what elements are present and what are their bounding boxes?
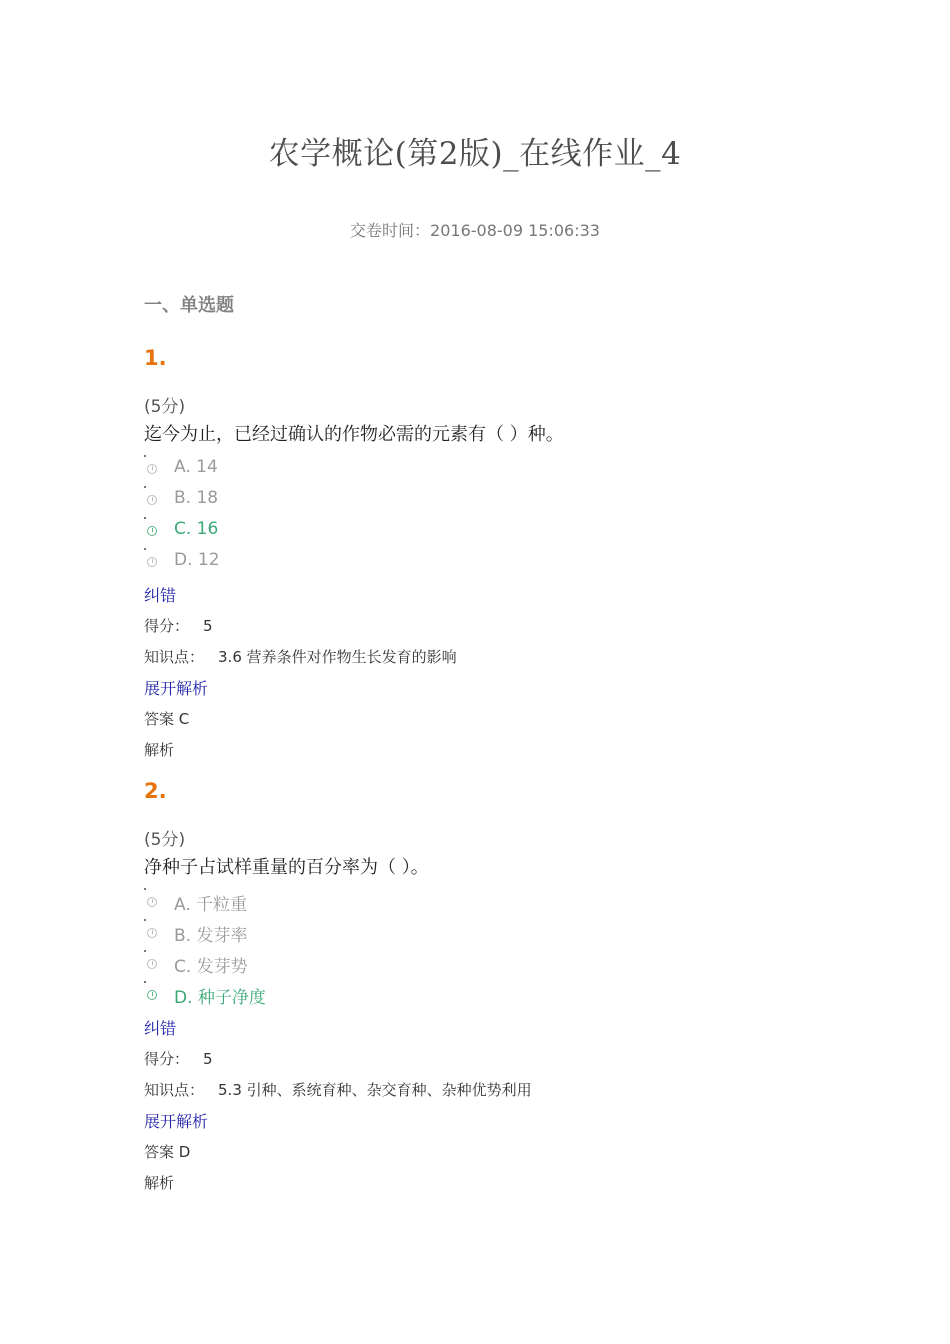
option-label: C. 16 bbox=[174, 519, 219, 539]
bullet-dot-icon bbox=[144, 517, 146, 519]
report-error-link[interactable]: 纠错 bbox=[144, 586, 177, 605]
radio-icon[interactable] bbox=[147, 897, 157, 907]
radio-icon[interactable] bbox=[147, 959, 157, 969]
question-number: 1. bbox=[144, 346, 167, 370]
question-text: 迄今为止，已经过确认的作物必需的元素有（ ）种。 bbox=[144, 424, 564, 445]
knowledge-label: 知识点： bbox=[144, 1081, 205, 1099]
option-label: C. 发芽势 bbox=[174, 957, 248, 977]
bullet-dot-icon bbox=[144, 486, 146, 488]
bullet-dot-icon bbox=[144, 950, 146, 952]
score-label: 得分： bbox=[144, 1050, 190, 1068]
bullet-dot-icon bbox=[144, 919, 146, 921]
answer-text: 答案 D bbox=[144, 1143, 191, 1161]
question-number: 2. bbox=[144, 779, 167, 803]
radio-icon[interactable] bbox=[147, 526, 157, 536]
knowledge-label: 知识点： bbox=[144, 648, 205, 666]
bullet-dot-icon bbox=[144, 548, 146, 550]
expand-analysis-link[interactable]: 展开解析 bbox=[144, 1112, 209, 1131]
knowledge-row bbox=[144, 646, 457, 667]
answer-text: 答案 C bbox=[144, 710, 190, 728]
score-row bbox=[144, 1048, 213, 1069]
question-text: 净种子占试样重量的百分率为（ ）。 bbox=[144, 857, 429, 878]
bullet-dot-icon bbox=[144, 888, 146, 890]
expand-analysis-link[interactable]: 展开解析 bbox=[144, 679, 209, 698]
option-label: A. 14 bbox=[174, 457, 218, 477]
option-label: A. 千粒重 bbox=[174, 895, 248, 915]
score-row bbox=[144, 615, 213, 636]
radio-icon[interactable] bbox=[147, 495, 157, 505]
question-points: (5分) bbox=[144, 830, 186, 850]
knowledge-value: 3.6 营养条件对作物生长发育的影响 bbox=[218, 648, 457, 666]
page-title: 农学概论(第2版)_在线作业_4 bbox=[268, 136, 682, 172]
option-label: B. 发芽率 bbox=[174, 926, 248, 946]
bullet-dot-icon bbox=[144, 455, 146, 457]
knowledge-row bbox=[144, 1079, 532, 1100]
radio-icon[interactable] bbox=[147, 557, 157, 567]
bullet-dot-icon bbox=[144, 981, 146, 983]
analysis-label: 解析 bbox=[144, 741, 175, 759]
radio-icon[interactable] bbox=[147, 928, 157, 938]
submit-time: 交卷时间：2016-08-09 15:06:33 bbox=[350, 221, 600, 240]
knowledge-value: 5.3 引种、系统育种、杂交育种、杂种优势利用 bbox=[218, 1081, 532, 1099]
option-label: D. 12 bbox=[174, 550, 220, 570]
score-label: 得分： bbox=[144, 617, 190, 635]
section-heading: 一、单选题 bbox=[144, 295, 234, 316]
radio-icon[interactable] bbox=[147, 464, 157, 474]
radio-icon[interactable] bbox=[147, 990, 157, 1000]
score-value: 5 bbox=[203, 1050, 213, 1068]
option-label: D. 种子净度 bbox=[174, 988, 266, 1008]
report-error-link[interactable]: 纠错 bbox=[144, 1019, 177, 1038]
score-value: 5 bbox=[203, 617, 213, 635]
analysis-label: 解析 bbox=[144, 1174, 175, 1192]
question-points: (5分) bbox=[144, 397, 186, 417]
option-label: B. 18 bbox=[174, 488, 219, 508]
